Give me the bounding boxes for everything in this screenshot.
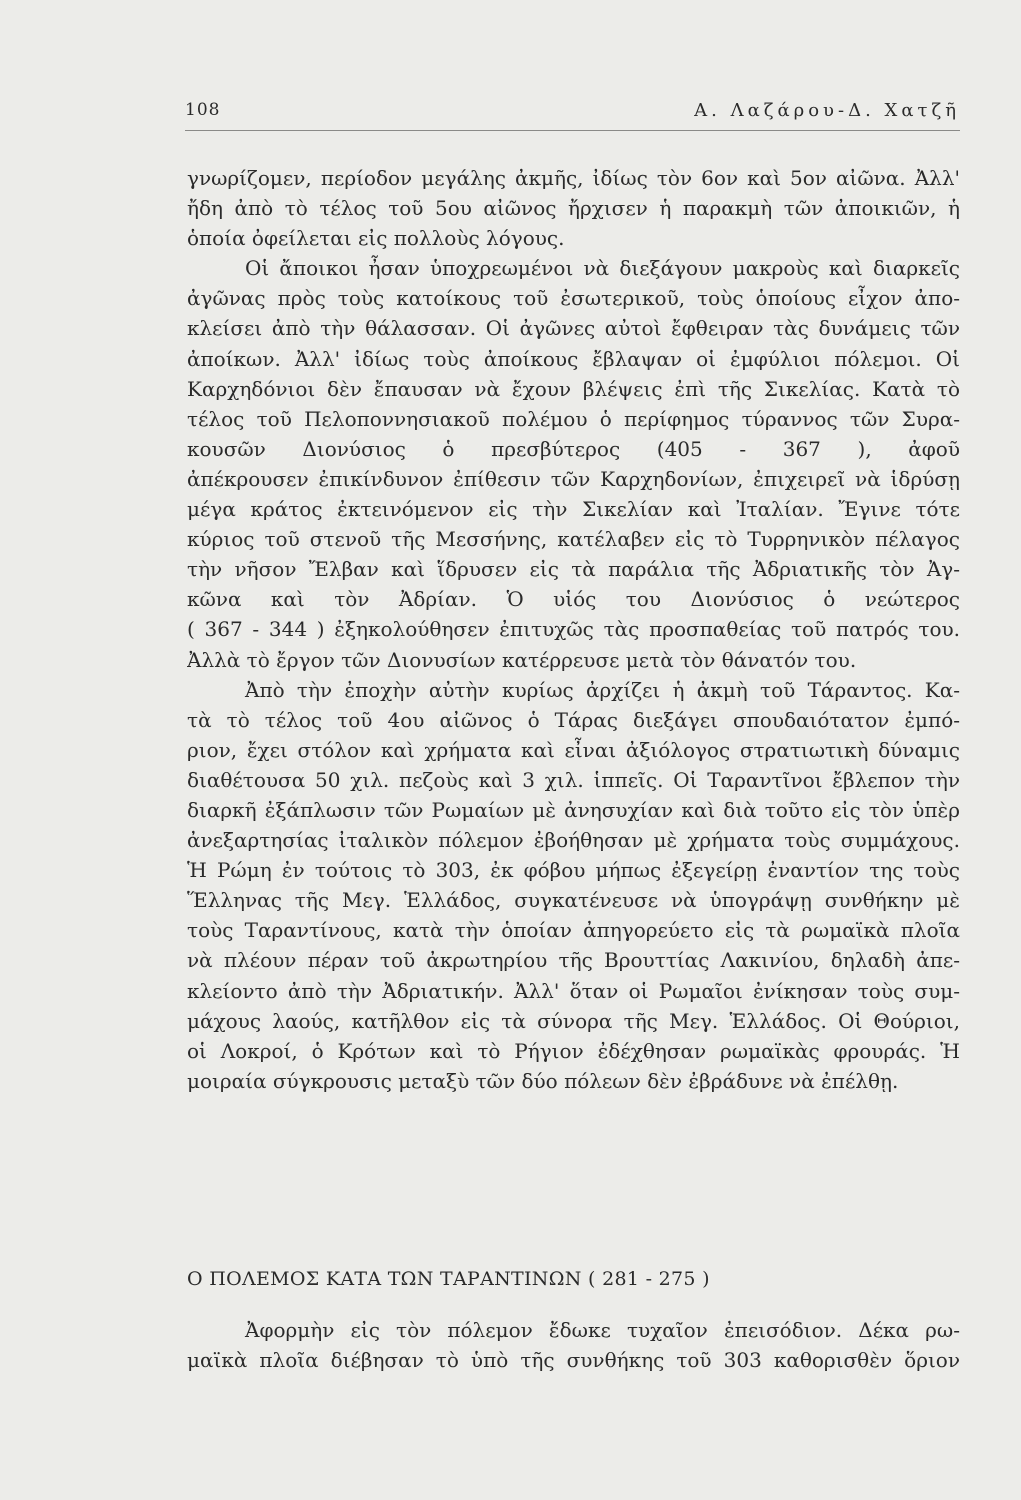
text-line: νὰ πλέουν πέραν τοῦ ἀκρωτηρίου τῆς Βρουττίας Λακινίου, δηλαδὴ ἀπε- — [187, 948, 960, 973]
text-line: ἤδη ἀπὸ τὸ τέλος τοῦ 5ου αἰῶνος ἤρχισεν ἡ παρακμὴ τῶν ἀποικιῶν, ἡ — [187, 196, 960, 221]
text-line: Ἕλληνας τῆς Μεγ. Ἑλλάδος, συγκατένευσε νὰ ὑπογράψῃ συνθήκην μὲ — [187, 888, 960, 913]
text-line: κουσῶν Διονύσιος ὁ πρεσβύτερος (405 - 367 ), ἀφοῦ — [187, 436, 960, 461]
text-line: τέλος τοῦ Πελοποννησιακοῦ πολέμου ὁ περίφημος τύραννος τῶν Συρα- — [187, 406, 960, 431]
text-line: ριον, ἔχει στόλον καὶ χρήματα καὶ εἶναι ἀξιόλογος στρατιωτικὴ δύναμις — [187, 737, 960, 762]
text-line: διαθέτουσα 50 χιλ. πεζοὺς καὶ 3 χιλ. ἱππεῖς. Οἱ Ταραντῖνοι ἔβλεπον τὴν — [187, 767, 960, 792]
text-line: Καρχηδόνιοι δὲν ἔπαυσαν νὰ ἔχουν βλέψεις ἐπὶ τῆς Σικελίας. Κατὰ τὸ — [187, 376, 960, 401]
final-text — [187, 1315, 960, 1375]
page-number: 108 — [185, 100, 221, 120]
text-line: ἀποίκων. Ἀλλ' ἰδίως τοὺς ἀποίκους ἔβλαψαν οἱ ἐμφύλιοι πόλεμοι. Οἱ — [187, 346, 960, 371]
text-line: μάχους λαούς, κατῆλθον εἰς τὰ σύνορα τῆς Μεγ. Ἑλλάδος. Οἱ Θούριοι, — [187, 1008, 960, 1033]
page-header — [185, 100, 960, 134]
text-line: κῶνα καὶ τὸν Ἀδρίαν. Ὁ υἱός του Διονύσιος ὁ νεώτερος — [187, 587, 960, 612]
text-line: Ἀφορμὴν εἰς τὸν πόλεμον ἔδωκε τυχαῖον ἐπεισόδιον. Δέκα ρω- — [245, 1318, 960, 1342]
text-line: μαϊκὰ πλοῖα διέβησαν τὸ ὑπὸ τῆς συνθήκης τοῦ 303 καθορισθὲν ὅριον — [187, 1348, 960, 1373]
text-line: Ἡ Ρώμη ἐν τούτοις τὸ 303, ἐκ φόβου μήπως ἐξεγείρῃ ἐναντίον της τοὺς — [187, 858, 960, 883]
text-line: μοιραία σύγκρουσις μεταξὺ τῶν δύο πόλεων δὲν ἐβράδυνε νὰ ἐπέλθῃ. — [187, 1068, 899, 1093]
text-line: μέγα κράτος ἐκτεινόμενον εἰς τὴν Σικελίαν καὶ Ἰταλίαν. Ἔγινε τότε — [187, 497, 960, 522]
text-line: ὁποία ὀφείλεται εἰς πολλοὺς λόγους. — [187, 226, 565, 251]
running-head: Α. Λαζάρου-Δ. Χατζῆ — [694, 100, 960, 121]
text-line: Ἀλλὰ τὸ ἔργον τῶν Διονυσίων κατέρρευσε μετὰ τὸν θάνατόν του. — [187, 647, 857, 672]
text-line: τὰ τὸ τέλος τοῦ 4ου αἰῶνος ὁ Τάρας διεξάγει σπουδαιότατον ἐμπό- — [187, 707, 960, 732]
text-line: διαρκῆ ἐξάπλωσιν τῶν Ρωμαίων μὲ ἀνησυχίαν καὶ διὰ τοῦτο εἰς τὸν ὑπὲρ — [187, 797, 960, 822]
text-line: ἀνεξαρτησίας ἰταλικὸν πόλεμον ἐβοήθησαν μὲ χρήματα τοὺς συμμάχους. — [187, 828, 960, 853]
text-line: ἀγῶνας πρὸς τοὺς κατοίκους τοῦ ἐσωτερικοῦ, τοὺς ὁποίους εἶχον ἀπο- — [187, 286, 960, 311]
text-line: γνωρίζομεν, περίοδον μεγάλης ἀκμῆς, ἰδίως τὸν 6ον καὶ 5ον αἰῶνα. Ἀλλ' — [187, 166, 960, 190]
text-line: ( 367 - 344 ) ἐξηκολούθησεν ἐπιτυχῶς τὰς προσπαθείας τοῦ πατρός του. — [187, 617, 960, 642]
text-line: τὴν νῆσον Ἔλβαν καὶ ἵδρυσεν εἰς τὰ παράλια τῆς Ἀδριατικῆς τὸν Ἀγ- — [187, 557, 960, 582]
text-line: Οἱ ἄποικοι ἦσαν ὑποχρεωμένοι νὰ διεξάγουν μακροὺς καὶ διαρκεῖς — [245, 256, 960, 281]
text-line: οἱ Λοκροί, ὁ Κρότων καὶ τὸ Ρήγιον ἐδέχθησαν ρωμαϊκὰς φρουράς. Ἡ — [187, 1038, 960, 1063]
body-text — [187, 163, 960, 1096]
text-line: Ἀπὸ τὴν ἐποχὴν αὐτὴν κυρίως ἀρχίζει ἡ ἀκμὴ τοῦ Τάραντος. Κα- — [245, 677, 960, 702]
section-heading: Ο ΠΟΛΕΜΟΣ ΚΑΤΑ ΤΩΝ ΤΑΡΑΝΤΙΝΩΝ ( 281 - 275 ) — [187, 1268, 710, 1290]
text-line: τοὺς Ταραντίνους, κατὰ τὴν ὁποίαν ἀπηγορεύετο εἰς τὰ ρωμαϊκὰ πλοῖα — [187, 918, 960, 943]
text-line: ἀπέκρουσεν ἐπικίνδυνον ἐπίθεσιν τῶν Καρχηδονίων, ἐπιχειρεῖ νὰ ἱδρύσῃ — [187, 466, 960, 491]
text-line: κλείσει ἀπὸ τὴν θάλασσαν. Οἱ ἀγῶνες αὐτοὶ ἔφθειραν τὰς δυνάμεις τῶν — [187, 316, 960, 341]
text-line: κλείοντο ἀπὸ τὴν Ἀδριατικήν. Ἀλλ' ὅταν οἱ Ρωμαῖοι ἐνίκησαν τοὺς συμ- — [187, 978, 960, 1003]
header-rule — [185, 130, 960, 131]
text-line: κύριος τοῦ στενοῦ τῆς Μεσσήνης, κατέλαβεν εἰς τὸ Τυρρηνικὸν πέλαγος — [187, 527, 960, 552]
